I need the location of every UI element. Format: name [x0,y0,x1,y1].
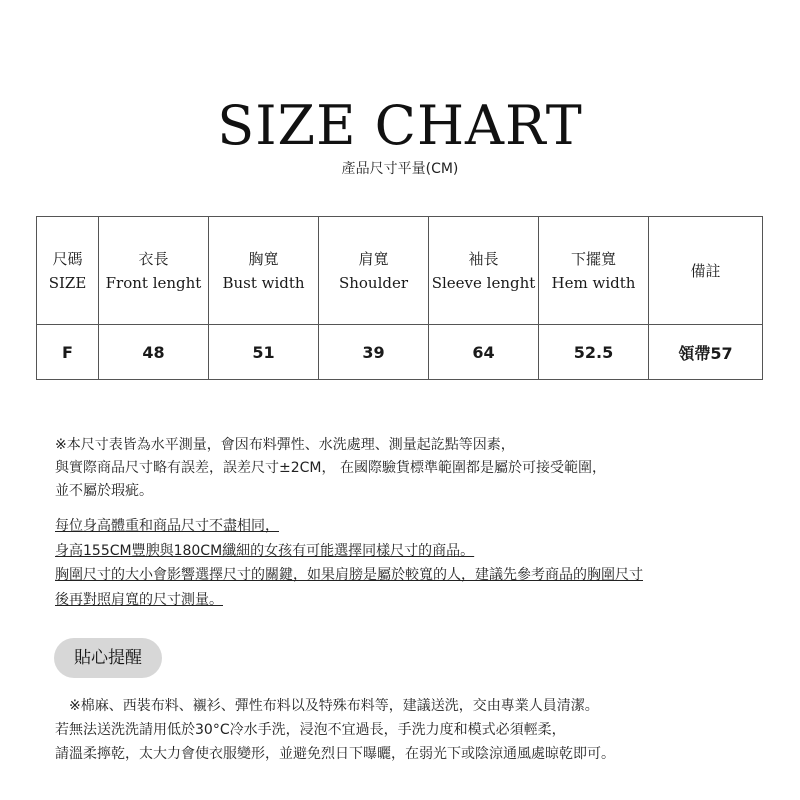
cell-remarks: 領帶57 [649,325,763,380]
advice-line: 每位身高體重和商品尺寸不盡相同， [55,518,279,534]
note-line: 與實際商品尺寸略有誤差，誤差尺寸±2CM， 在國際驗貨標準範圍都是屬於可接受範圍， [55,460,606,476]
cell-size: F [37,325,99,380]
header-hem-width-en: Hem width [551,273,636,292]
table-row [37,325,763,380]
header-sleeve-length [429,217,539,325]
care-line: 請溫柔擰乾，太大力會使衣服變形，並避免烈日下曝曬，在弱光下或陰涼通風處晾乾即可。 [55,746,615,762]
table-header-row [37,217,763,325]
header-front-length [99,217,209,325]
cell-hem-width: 52.5 [539,325,649,380]
cell-front-length: 48 [99,325,209,380]
header-hem-width-zh: 下擺寬 [570,249,616,268]
note-line: ※本尺寸表皆為水平測量，會因布料彈性、水洗處理、測量起訖點等因素， [55,437,515,453]
header-sleeve-length-en: Sleeve lenght [431,273,536,292]
cell-shoulder: 39 [319,325,429,380]
header-bust-width-en: Bust width [222,273,305,292]
measurement-notes [55,434,775,503]
header-hem-width [539,217,649,325]
fit-advice [55,514,775,612]
header-remarks-zh: 備註 [690,261,721,280]
size-table [36,216,763,380]
page-subtitle: 產品尺寸平量(CM) [341,161,459,177]
advice-line: 胸圍尺寸的大小會影響選擇尺寸的關鍵，如果肩膀是屬於較寬的人，建議先參考商品的胸圍尺寸 [55,567,643,583]
header-front-length-en: Front lenght [105,273,202,292]
note-line: 並不屬於瑕疵。 [55,483,153,499]
header-bust-width-zh: 胸寬 [248,249,279,268]
header-shoulder [319,217,429,325]
header-size-en: SIZE [48,273,87,292]
header-front-length-zh: 衣長 [138,249,169,268]
advice-line: 身高155CM豐腴與180CM纖細的女孩有可能選擇同樣尺寸的商品。 [55,542,475,559]
cell-sleeve-length: 64 [429,325,539,380]
header-remarks [649,217,763,325]
care-line: ※棉麻、西裝布料、襯衫、彈性布料以及特殊布料等，建議送洗，交由專業人員清潔。 [55,698,599,714]
header-shoulder-en: Shoulder [338,273,409,292]
header-sleeve-length-zh: 袖長 [468,249,499,268]
care-line: 若無法送洗洗請用低於30°C冷水手洗，浸泡不宜過長，手洗力度和模式必須輕柔， [55,722,566,738]
header-shoulder-zh: 肩寬 [358,249,389,268]
advice-line: 後再對照肩寬的尺寸測量。 [55,591,223,608]
cell-bust-width: 51 [209,325,319,380]
care-instructions [55,694,775,766]
page-title: SIZE CHART [217,94,583,157]
header-bust-width [209,217,319,325]
header-size [37,217,99,325]
header-size-zh: 尺碼 [52,249,83,268]
tips-badge: 貼心提醒 [54,638,162,678]
